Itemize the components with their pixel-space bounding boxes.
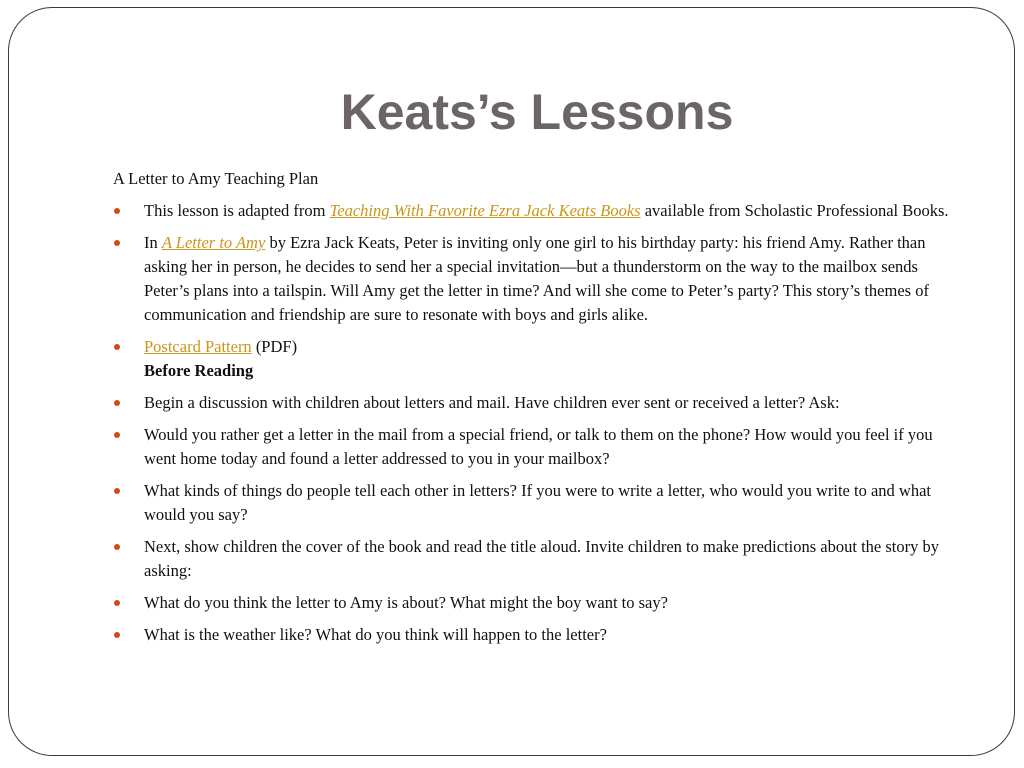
intro-line: A Letter to Amy Teaching Plan [113, 169, 319, 188]
bullet-item [113, 231, 963, 327]
bullet-text: This lesson is adapted from [144, 201, 330, 220]
bullet-item [113, 423, 963, 471]
book-link-teaching-with-keats[interactable]: Teaching With Favorite Ezra Jack Keats Books [329, 201, 641, 220]
bullet-dot-icon [114, 432, 120, 438]
bullet-dot-icon [114, 240, 120, 246]
bullet-text: What is the weather like? What do you think will happen to the letter? [144, 625, 607, 644]
bullet-dot-icon [114, 544, 120, 550]
bullet-dot-icon [114, 632, 120, 638]
bullet-item [113, 623, 963, 647]
bullet-text: by Ezra Jack Keats, Peter is inviting only one girl to his birthday party: his friend Amy. Rather than asking her in person, he decides to send her a special invitation—but a thunderstorm on the way to the mailbox sends Peter’s plans into a tailspin. Will Amy get the letter in time? And will she come to Peter’s party? This story’s themes of communication and friendship are sure to resonate with boys and girls alike. [144, 233, 929, 324]
bullet-text: What kinds of things do people tell each other in letters? If you were to write a letter, who would you write to and what would you say? [144, 481, 931, 524]
bullet-item [113, 535, 963, 583]
slide-content [113, 167, 963, 655]
bullet-text: Next, show children the cover of the book and read the title aloud. Invite children to make predictions about the story by asking: [144, 537, 939, 580]
bullet-dot-icon [114, 488, 120, 494]
section-heading-before-reading: Before Reading [144, 361, 254, 380]
postcard-pattern-link[interactable]: Postcard Pattern [144, 337, 252, 356]
bullet-item [113, 199, 963, 223]
bullet-dot-icon [114, 600, 120, 606]
bullet-text: Begin a discussion with children about letters and mail. Have children ever sent or received a letter? Ask: [144, 393, 840, 412]
bullet-list [113, 199, 963, 647]
bullet-item [113, 479, 963, 527]
bullet-text: (PDF) [251, 337, 298, 356]
bullet-dot-icon [114, 400, 120, 406]
bullet-item [113, 335, 963, 383]
bullet-item [113, 391, 963, 415]
bullet-dot-icon [114, 208, 120, 214]
bullet-text: Would you rather get a letter in the mail from a special friend, or talk to them on the phone? How would you feel if you went home today and found a letter addressed to you in your mailbox? [144, 425, 933, 468]
bullet-text: What do you think the letter to Amy is about? What might the boy want to say? [144, 593, 668, 612]
slide-title: Keats’s Lessons [340, 84, 734, 140]
bullet-text: available from Scholastic Professional Books. [640, 201, 949, 220]
bullet-dot-icon [114, 344, 120, 350]
book-link-letter-to-amy[interactable]: A Letter to Amy [161, 233, 266, 252]
bullet-text: In [144, 233, 162, 252]
bullet-item [113, 591, 963, 615]
